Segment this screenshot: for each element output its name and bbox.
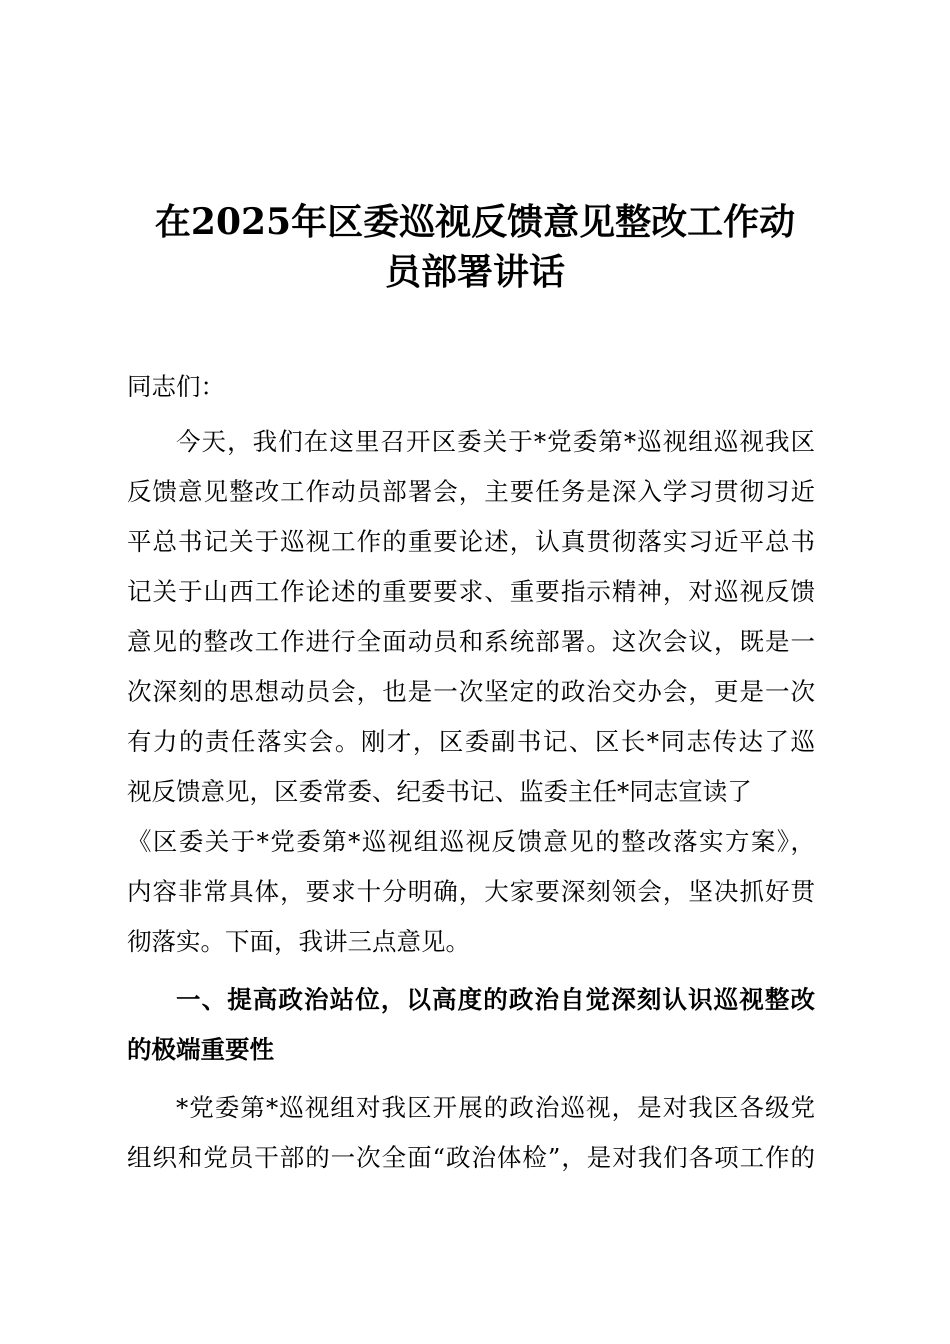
paragraph-line: 今天，我们在这里召开区委关于*党委第*巡视组巡视我区	[176, 427, 815, 456]
paragraph-line: 次深刻的思想动员会，也是一次坚定的政治交办会，更是一次	[127, 677, 815, 706]
paragraph-line: 意见的整改工作进行全面动员和系统部署。这次会议，既是一	[127, 627, 815, 656]
salutation: 同志们：	[127, 372, 225, 401]
paragraph-line: 《区委关于*党委第*巡视组巡视反馈意见的整改落实方案》，	[127, 827, 815, 856]
document-title-line-1: 在2025年区委巡视反馈意见整改工作动	[154, 201, 796, 243]
paragraph-line: 有力的责任落实会。刚才，区委副书记、区长*同志传达了巡	[127, 727, 815, 756]
paragraph-line: 内容非常具体，要求十分明确，大家要深刻领会，坚决抓好贯	[127, 877, 815, 906]
document-title-line-2: 员部署讲话	[384, 251, 565, 293]
paragraph-line: 反馈意见整改工作动员部署会，主要任务是深入学习贯彻习近	[127, 477, 815, 506]
paragraph-line: 记关于山西工作论述的重要要求、重要指示精神，对巡视反馈	[127, 577, 815, 606]
heading-line: 的极端重要性	[127, 1035, 274, 1064]
paragraph-line: 视反馈意见，区委常委、纪委书记、监委主任*同志宣读了	[127, 777, 752, 806]
paragraph-line: 彻落实。下面，我讲三点意见。	[127, 927, 470, 956]
heading-line: 一、提高政治站位，以高度的政治自觉深刻认识巡视整改	[176, 985, 815, 1014]
paragraph-line: 平总书记关于巡视工作的重要论述，认真贯彻落实习近平总书	[127, 527, 815, 556]
paragraph-line: 组织和党员干部的一次全面“政治体检”，是对我们各项工作的	[127, 1143, 815, 1172]
paragraph-line: *党委第*巡视组对我区开展的政治巡视，是对我区各级党	[176, 1093, 815, 1122]
